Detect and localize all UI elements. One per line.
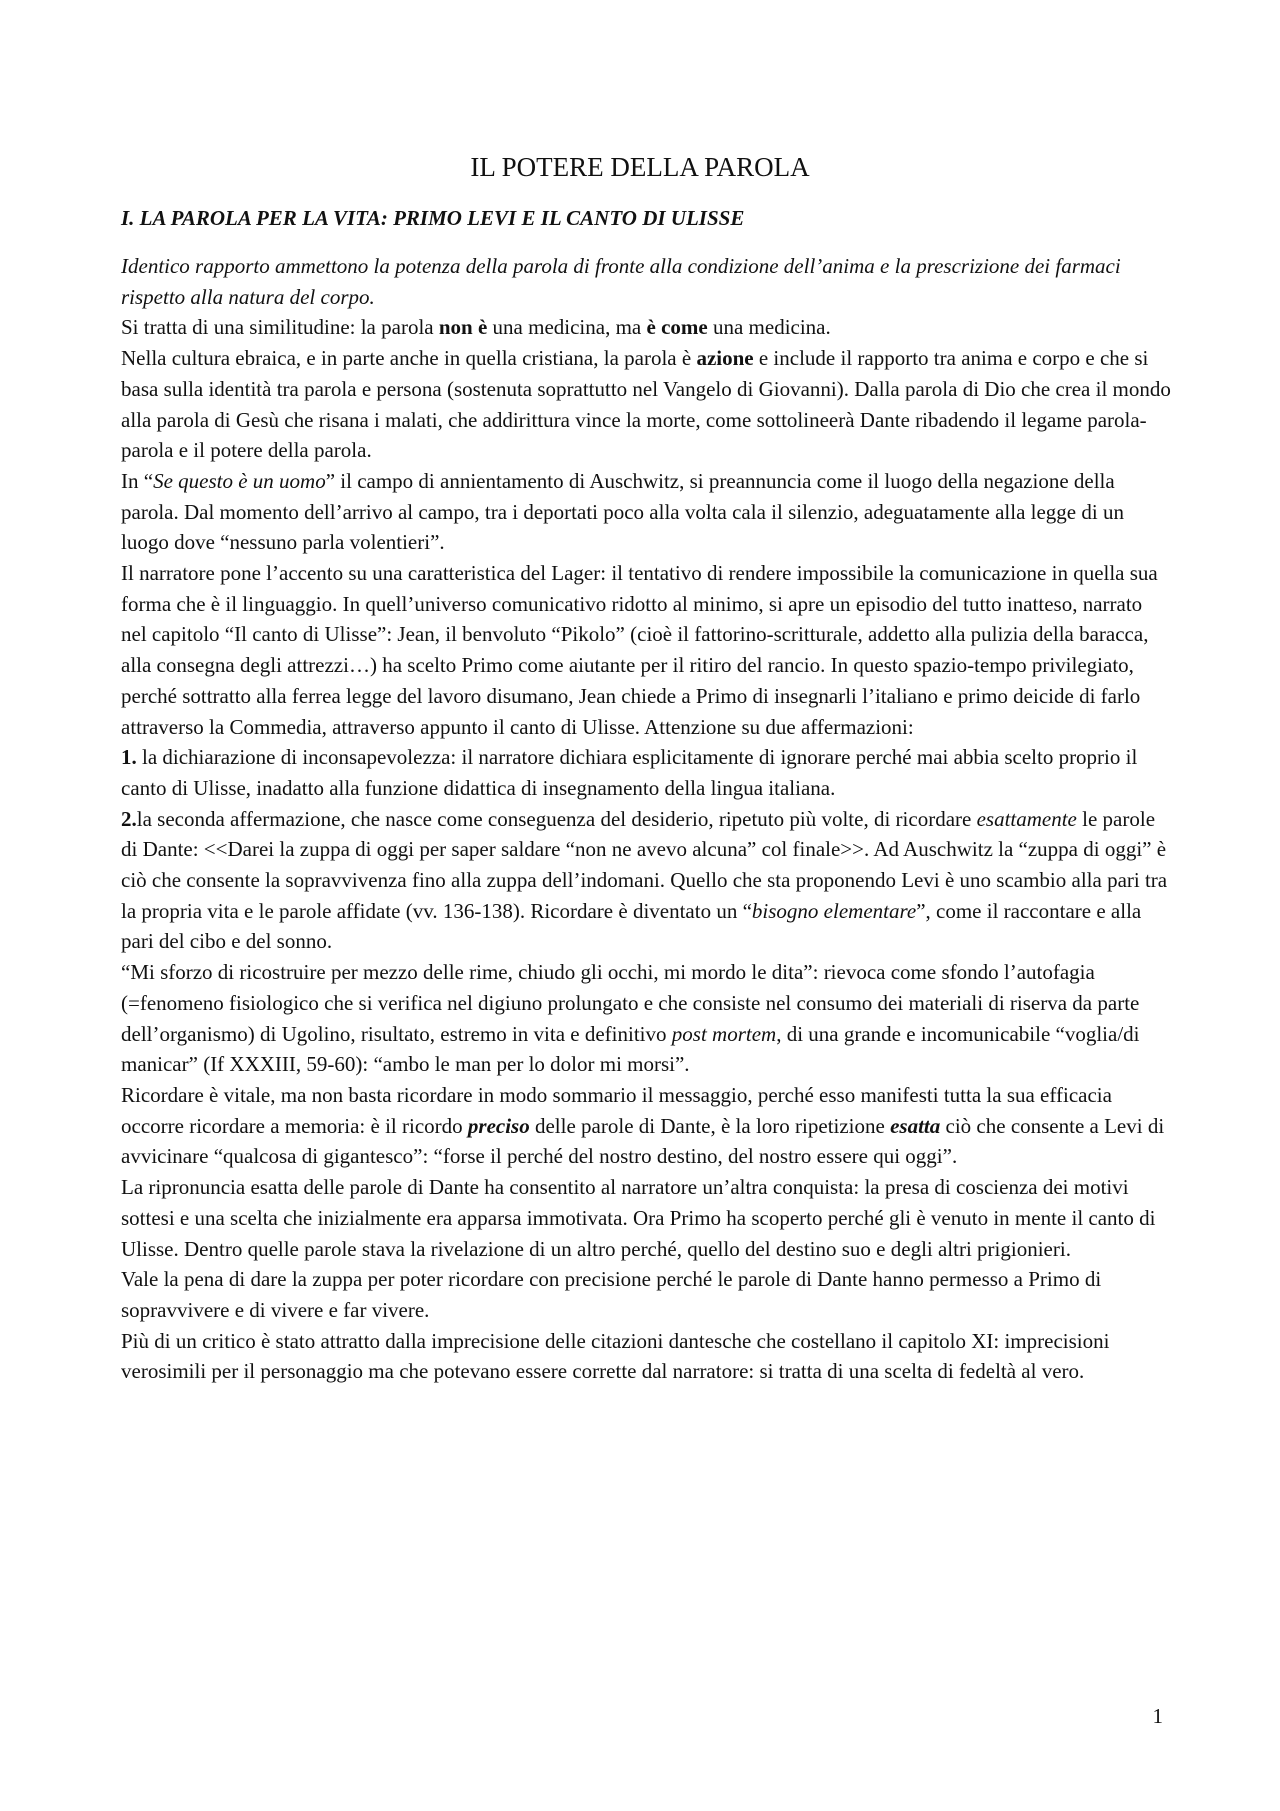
text-run: Nella cultura ebraica, e in parte anche in quella cristiana, la parola è	[121, 346, 697, 371]
text-run: esatta	[890, 1113, 941, 1138]
paragraph-p11	[121, 1264, 1171, 1325]
paragraph-p8	[121, 957, 1171, 1080]
document-body	[121, 251, 1171, 1387]
paragraph-p7	[121, 804, 1171, 958]
text-run: azione	[696, 346, 754, 371]
text-run: 1.	[121, 745, 137, 770]
text-run: preciso	[467, 1113, 530, 1138]
text-run: 2.	[121, 806, 137, 831]
text-run: ciò che consente a Levi di avvicinare “qualcosa di gigantesco”: “forse il perché del nostro destino, del nostro essere qui oggi”.	[121, 1113, 1165, 1169]
text-run: non è	[438, 315, 488, 340]
text-run: una medicina.	[707, 315, 831, 340]
text-run: La ripronuncia esatta delle parole di Dante ha consentito al narratore un’altra conquista: la presa di coscienza dei motivi sottesi e una scelta che inizialmente era apparsa immotivata. Ora Primo ha scoperto perché gli è venuto in mente il canto di Ulisse. Dentro quelle parole stava la rivelazione di un altro perché, quello del destino suo e degli altri prigionieri.	[121, 1175, 1156, 1261]
text-run: le parole di Dante: <<Darei la zuppa di oggi per saper saldare “non ne avevo alcuna” col finale>>. Ad Auschwitz la “zuppa di oggi” è ciò che consente la sopravvivenza fino alla zuppa dell’indomani. Quello che sta proponendo Levi è uno scambio alla pari tra la propria vita e le parole affidate (vv. 136-138). Ricordare è diventato un “	[121, 806, 1168, 923]
text-run: Più di un critico è stato attratto dalla imprecisione delle citazioni dantesche che costellano il capitolo XI: imprecisioni verosimili per il personaggio ma che potevano essere corrette dal narratore: si tratta di una scelta di fedeltà al vero.	[121, 1328, 1110, 1384]
paragraph-p3	[121, 343, 1171, 466]
text-run: ” il campo di annientamento di Auschwitz, si preannuncia come il luogo della negazione della parola. Dal momento dell’arrivo al campo, tra i deportati poco alla volta cala il silenzio, adeguatamente alla legge di un luogo dove “nessuno parla volentieri”.	[121, 468, 1124, 555]
section-heading: I. LA PAROLA PER LA VITA: PRIMO LEVI E IL CANTO DI ULISSE	[121, 206, 745, 230]
text-run: Vale la pena di dare la zuppa per poter ricordare con precisione perché le parole di Dante hanno permesso a Primo di sopravvivere e di vivere e far vivere.	[121, 1267, 1102, 1322]
text-run: una medicina, ma	[487, 315, 647, 340]
text-run: Se questo è un uomo	[153, 468, 326, 493]
text-run: Si tratta di una similitudine: la parola	[121, 315, 439, 340]
paragraph-p4	[121, 466, 1171, 558]
text-run: la dichiarazione di inconsapevolezza: il narratore dichiara esplicitamente di ignorare perché mai abbia scelto proprio il canto di Ulisse, inadatto alla funzione didattica di insegnamento della lingua italiana.	[121, 745, 1138, 800]
text-run: , di una grande e incomunicabile “voglia/di manicar” (If XXXIII, 59-60): “ambo le man per lo dolor mi morsi”.	[121, 1021, 1140, 1077]
paragraph-p10	[121, 1172, 1171, 1264]
text-run: è come	[646, 315, 708, 340]
text-run: bisogno elementare	[751, 898, 917, 923]
page-number: 1	[1152, 1704, 1163, 1728]
text-run: esattamente	[976, 806, 1077, 831]
text-run: Identico rapporto ammettono la potenza della parola di fronte alla condizione dell’anima e la prescrizione dei farmaci rispetto alla natura del corpo.	[121, 254, 1121, 309]
paragraph-p12	[121, 1326, 1171, 1387]
text-run: delle parole di Dante, è la loro ripetizione	[529, 1113, 891, 1138]
text-run: In “	[121, 468, 154, 493]
text-run: “Mi sforzo di ricostruire per mezzo delle rime, chiudo gli occhi, mi mordo le dita”: rievoca come sfondo l’autofagia (=fenomeno fisiologico che si verifica nel digiuno prolungato e che consiste nel consumo dei materiali di riserva da parte dell’organismo) di Ugolino, risultato, estremo in vita e definitivo	[121, 960, 1140, 1046]
text-run: Il narratore pone l’accento su una caratteristica del Lager: il tentativo di rendere impossibile la comunicazione in quella sua forma che è il linguaggio. In quell’universo comunicativo ridotto al minimo, si apre un episodio del tutto inatteso, narrato nel capitolo “Il canto di Ulisse”: Jean, il benvoluto “Pikolo” (cioè il fattorino-scritturale, addetto alla pulizia della baracca, alla consegna degli attrezzi…) ha scelto Primo come aiutante per il ritiro del rancio. In questo spazio-tempo privilegiato, perché sottratto alla ferrea legge del lavoro disumano, Jean chiede a Primo di insegnarli l’italiano e primo deicide di farlo attraverso la Commedia, attraverso appunto il canto di Ulisse. Attenzione su due affermazioni:	[121, 561, 1158, 739]
text-run: Ricordare è vitale, ma non basta ricordare in modo sommario il messaggio, perché esso manifesti tutta la sua efficacia occorre ricordare a memoria: è il ricordo	[121, 1082, 1112, 1138]
paragraph-p6	[121, 742, 1171, 803]
text-run: la seconda affermazione, che nasce come conseguenza del desiderio, ripetuto più volte, di ricordare	[136, 806, 977, 831]
paragraph-p5	[121, 558, 1171, 742]
paragraph-p2	[121, 312, 1171, 343]
text-run: ”, come il raccontare e alla pari del cibo e del sonno.	[121, 898, 1142, 954]
paragraph-p1	[121, 251, 1171, 312]
paragraph-p9	[121, 1080, 1171, 1172]
text-run: e include il rapporto tra anima e corpo e che si basa sulla identità tra parola e persona (sostenuta soprattutto nel Vangelo di Giovanni). Dalla parola di Dio che crea il mondo alla parola di Gesù che risana i malati, che addirittura vince la morte, come sottolineerà Dante ribadendo il legame parola-parola e il potere della parola.	[121, 346, 1171, 463]
text-run: post mortem	[671, 1021, 777, 1046]
page-title: IL POTERE DELLA PAROLA	[470, 152, 810, 182]
